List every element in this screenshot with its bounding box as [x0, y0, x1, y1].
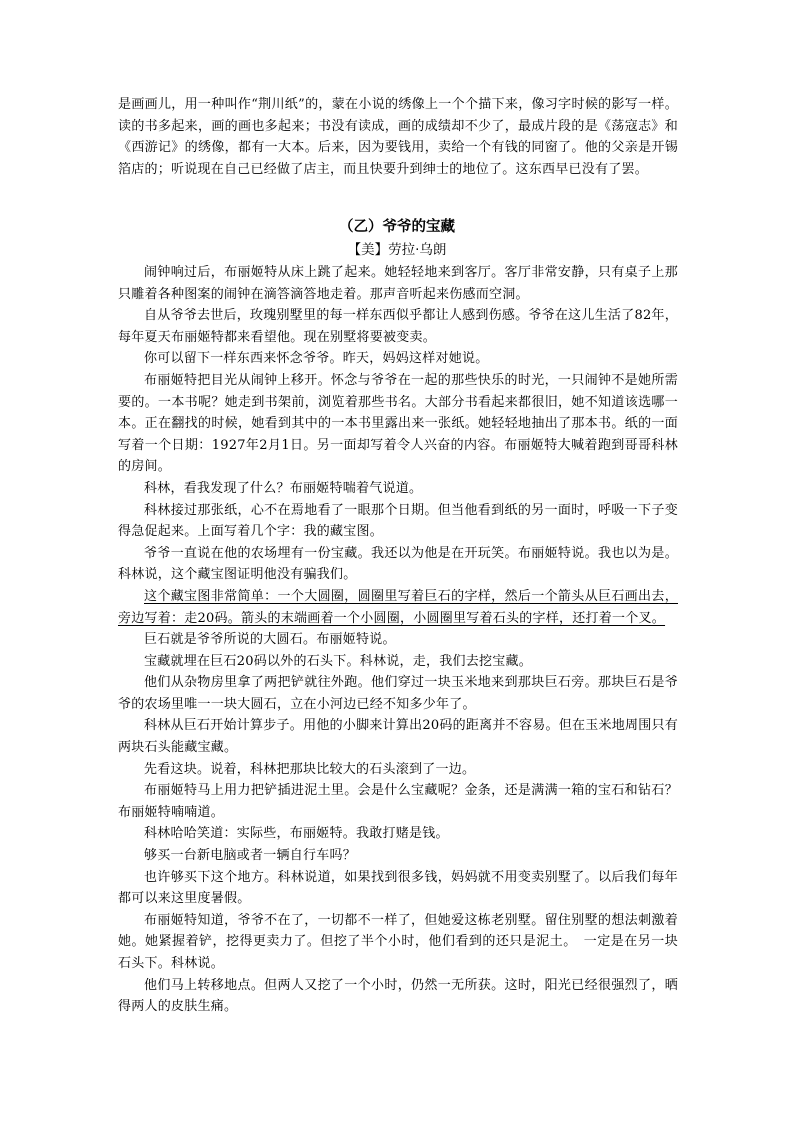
underlined-map-description: 这个藏宝图非常简单：一个大圆圈，圆圈里写着巨石的字样，然后一个箭头从巨石画出去，旁边写着：走20码。箭头的末端画着一个小圆圈，小圆圈里写着石头的字样，还打着一个叉。 — [118, 588, 678, 626]
part-yi-author: 【美】劳拉·乌朗 — [347, 242, 447, 258]
story-paragraph: 爷爷一直说在他的农场埋有一份宝藏。我还以为他是在开玩笑。布丽姬特说。我也以为是。科林说，这个藏宝图证明他没有骗我们。 — [118, 545, 678, 583]
part-yi-body — [118, 262, 678, 1018]
story-paragraph: 布丽姬特马上用力把铲插进泥土里。会是什么宝藏呢？金条，还是满满一箱的宝石和钻石？布丽姬特喃喃道。 — [118, 783, 678, 820]
part-yi-title: （乙）爷爷的宝藏 — [339, 219, 455, 235]
part-jia-paragraph: 是画画儿，用一种叫作“荆川纸”的，蒙在小说的绣像上一个个描下来，像习字时候的影写一样。读的书多起来，画的画也多起来；书没有读成，画的成绩却不少了，最成片段的是《荡寇志》和《西游记》的绣像，都有一大本。后来，因为要钱用，卖给一个有钱的同窗了。他的父亲是开锡箔店的；听说现在自己已经做了店主，而且快要升到绅士的地位了。这东西早已没有了罢。 — [118, 97, 678, 177]
story-paragraph: 科林哈哈笑道：实际些，布丽姬特。我敢打赌是钱。 — [144, 826, 449, 842]
story-paragraph: 他们马上转移地点。但两人又挖了一个小时，仍然一无所获。这时，阳光已经很强烈了，晒得两人的皮肤生痛。 — [118, 977, 678, 1015]
story-paragraph: 也许够买下这个地方。科林说道，如果找到很多钱，妈妈就不用变卖别墅了。以后我们每年都可以来这里度暑假。 — [118, 869, 678, 907]
story-paragraph: 科林，看我发现了什么？布丽姬特喘着气说道。 — [144, 480, 423, 496]
story-paragraph: 布丽姬特知道，爷爷不在了，一切都不一样了，但她爱这栋老别墅。留住别墅的想法刺激着她。她紧握着铲，挖得更卖力了。但挖了半个小时，他们看到的还只是泥土。 一定是在另一块石头下。科林说。 — [118, 912, 678, 971]
story-paragraph: 他们从杂物房里拿了两把铲就往外跑。他们穿过一块玉米地来到那块巨石旁。那块巨石是爷爷的农场里唯一一块大圆石，立在小河边已经不知多少年了。 — [118, 675, 678, 712]
story-paragraph: 你可以留下一样东西来怀念爷爷。昨天，妈妈这样对她说。 — [144, 351, 489, 367]
story-paragraph: 科林从巨石开始计算步子。用他的小脚来计算出20码的距离并不容易。但在玉米地周围只有两块石头能藏宝藏。 — [118, 718, 678, 756]
story-paragraph: 够买一台新电脑或者一辆自行车吗？ — [144, 848, 357, 864]
story-paragraph: 闹钟响过后，布丽姬特从床上跳了起来。她轻轻地来到客厅。客厅非常安静，只有桌子上那只雕着各种图案的闹钟在滴答滴答地走着。那声音听起来伤感而空洞。 — [118, 265, 678, 302]
story-paragraph: 宝藏就埋在巨石20码以外的石头下。科林说，走，我们去挖宝藏。 — [144, 653, 533, 669]
story-paragraph: 科林接过那张纸，心不在焉地看了一眼那个日期。但当他看到纸的另一面时，呼吸一下子变得急促起来。上面写着几个字：我的藏宝图。 — [118, 502, 678, 540]
part-jia-section — [118, 94, 678, 180]
story-paragraph: 先看这块。说着，科林把那块比较大的石头滚到了一边。 — [144, 761, 476, 777]
story-paragraph: 布丽姬特把目光从闹钟上移开。怀念与爷爷在一起的那些快乐的时光，一只闹钟不是她所需要的。一本书呢？她走到书架前，浏览着那些书名。大部分书看起来都很旧，她不知道该选哪一本。正在翻找的时候，她看到其中的一本书里露出来一张纸。她轻轻地抽出了那本书。纸的一面写着一个日期：1927年2月1日。另一面却写着令人兴奋的内容。布丽姬特大喊着跑到哥哥科林的房间。 — [118, 372, 678, 475]
story-paragraph: 巨石就是爷爷所说的大圆石。布丽姬特说。 — [144, 632, 396, 648]
story-paragraph: 自从爷爷去世后，玫瑰别墅里的每一样东西似乎都让人感到伤感。爷爷在这儿生活了82年，每年夏天布丽姬特都来看望他。现在别墅将要被变卖。 — [118, 308, 678, 345]
